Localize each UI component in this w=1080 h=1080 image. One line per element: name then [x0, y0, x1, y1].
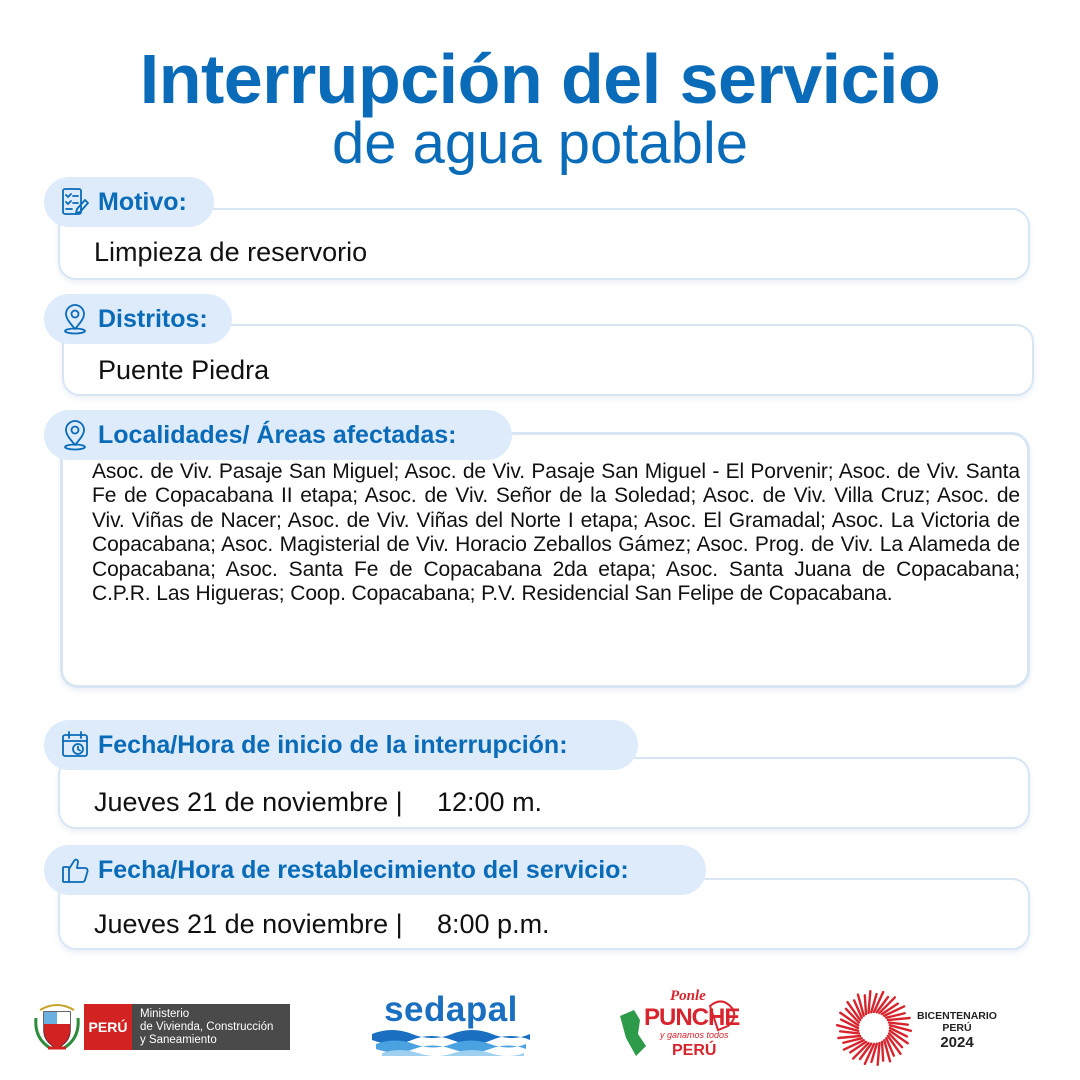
- ganamos-text: y ganamos todos: [660, 1030, 729, 1040]
- bicentenario-text: BICENTENARIO PERÚ 2024: [917, 1010, 997, 1051]
- localidades-value: Asoc. de Viv. Pasaje San Miguel; Asoc. de Viv. Pasaje San Miguel - El Porvenir; Asoc. de Viv. Santa Fe de Copacabana II etapa; Asoc. de Viv. Señor de la Soledad; Asoc. de Viv. Villa Cruz; Asoc. de Viv. Viñas de Nacer; Asoc. de Viv. Viñas del Norte I etapa; Asoc. El Gramadal; Asoc. La Victoria de Copacabana; Asoc. Magisterial de Viv. Horacio Zeballos Gámez; Asoc. Prog. de Viv. La Alameda de Copacabana; Asoc. Santa Fe de Copacabana 2da etapa; Asoc. Santa Juana de Copacabana; C.P.R. Las Higueras; Coop. Copacabana; P.V. Residencial San Felipe de Copacabana.: [92, 460, 1020, 606]
- restablecimiento-label: Fecha/Hora de restablecimiento del servicio:: [98, 855, 629, 884]
- inicio-label: Fecha/Hora de inicio de la interrupción:: [98, 730, 568, 759]
- restablecimiento-time: 8:00 p.m.: [437, 909, 550, 939]
- restablecimiento-label-pill: [44, 845, 706, 895]
- ministerio-logo: [84, 1004, 290, 1050]
- inicio-time: 12:00 m.: [437, 787, 543, 817]
- localidades-label-pill: [44, 410, 512, 460]
- ponle-punche-logo: [614, 986, 746, 1066]
- checklist-icon: [60, 186, 90, 218]
- localidades-label: Localidades/ Áreas afectadas:: [98, 420, 457, 449]
- motivo-label-pill: [44, 177, 214, 227]
- restablecimiento-date: Jueves 21 de noviembre |: [94, 909, 403, 939]
- calendar-clock-icon: [60, 729, 90, 761]
- ponle-text: Ponle: [670, 988, 706, 1004]
- page-subtitle: de agua potable: [331, 111, 749, 176]
- motivo-value: Limpieza de reservorio: [94, 237, 368, 267]
- distritos-label-pill: [44, 294, 232, 344]
- location-pin-icon: [60, 419, 90, 451]
- distritos-value: Puente Piedra: [98, 355, 270, 385]
- punche-text: PUNCHE: [644, 1004, 740, 1031]
- inicio-date: Jueves 21 de noviembre |: [94, 787, 403, 817]
- inicio-label-pill: [44, 720, 638, 770]
- ministerio-name: Ministerio de Vivienda, Construcción y Saneamiento: [140, 1007, 274, 1046]
- sedapal-logo-text: sedapal: [384, 990, 518, 1029]
- thumbs-up-icon: [60, 854, 90, 886]
- page-title: Interrupción del servicio: [139, 40, 941, 118]
- ministerio-country: PERÚ: [84, 1004, 132, 1050]
- distritos-label: Distritos:: [98, 304, 208, 333]
- motivo-label: Motivo:: [98, 187, 187, 216]
- sedapal-waves-icon: [372, 1028, 530, 1056]
- bicentenario-sun-icon: [836, 990, 912, 1066]
- peru-coat-of-arms-icon: [34, 1000, 80, 1054]
- location-pin-icon: [60, 303, 90, 335]
- peru-text: PERÚ: [672, 1042, 717, 1059]
